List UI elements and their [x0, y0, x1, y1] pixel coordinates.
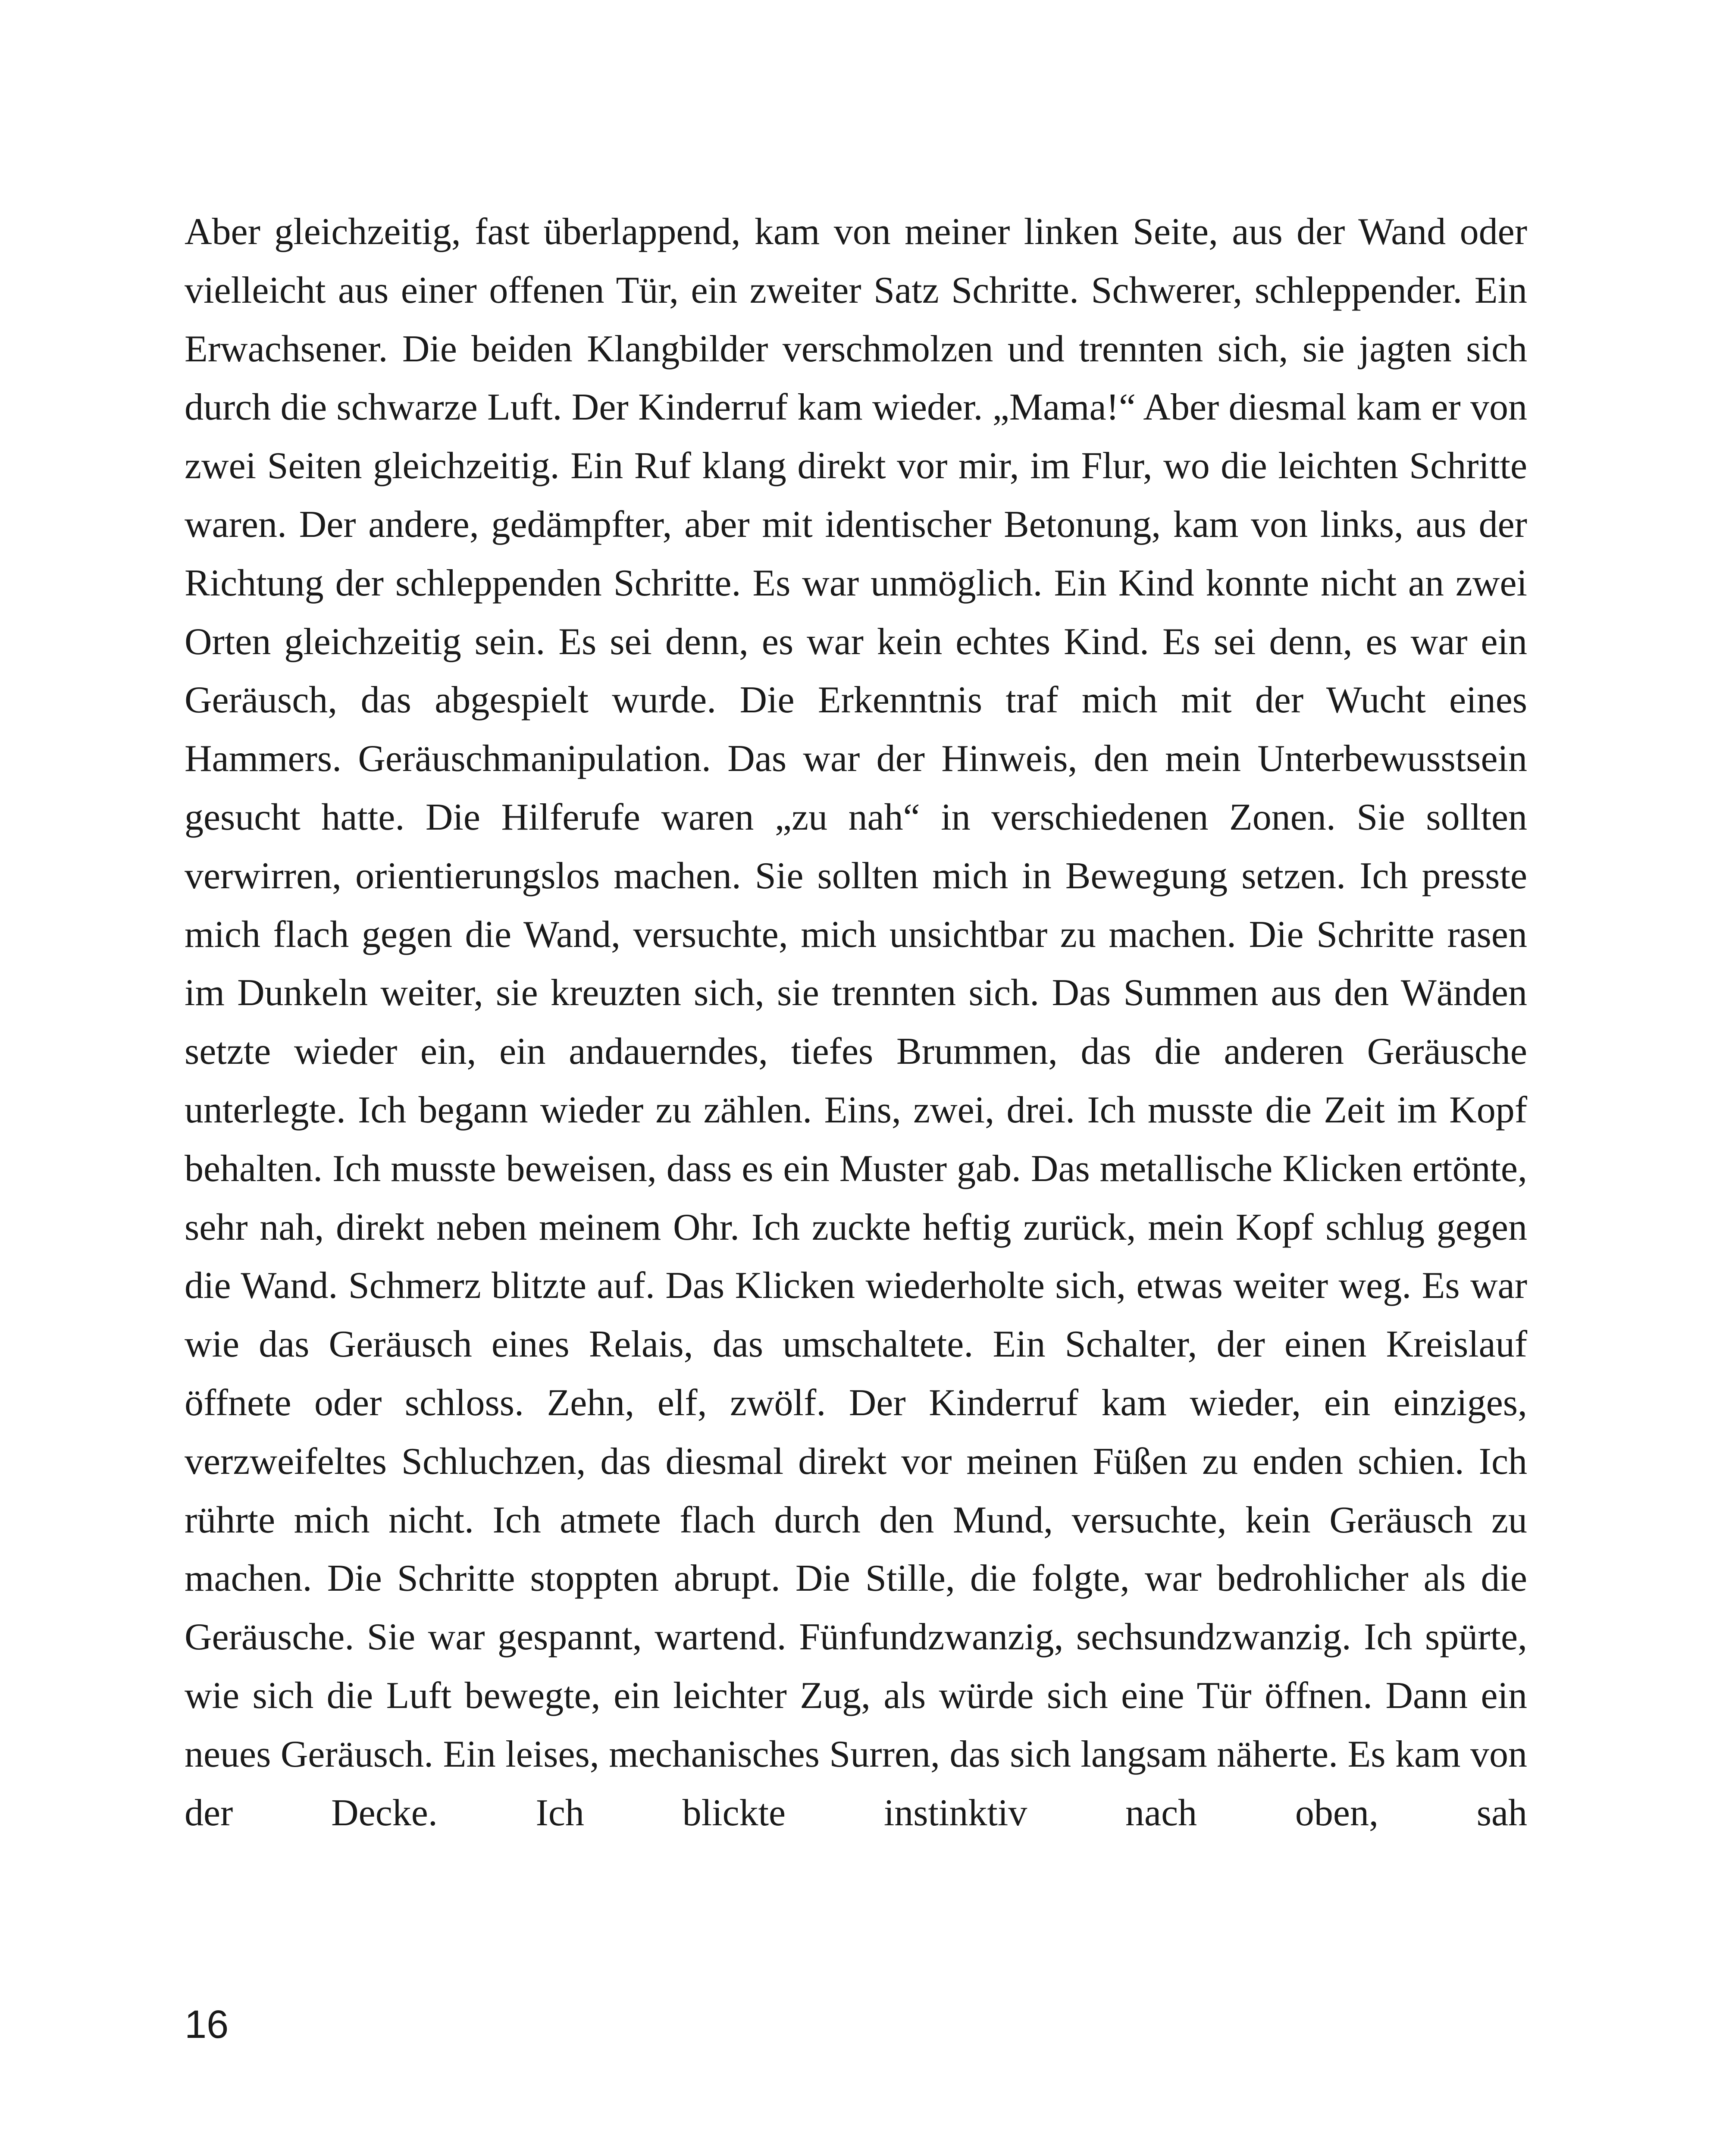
body-paragraph: Aber gleichzeitig, fast überlappend, kam von meiner linken Seite, aus der Wand oder vielleicht aus einer offenen Tür, ein zweiter Satz Schritte. Schwerer, schleppender. Ein Erwachsener. Die beiden Klangbilder verschmolzen und trennten sich, sie jagten sich durch die schwarze Luft. Der Kinderruf kam wieder. „Mama!“ Aber diesmal kam er von zwei Seiten gleichzeitig. Ein Ruf klang direkt vor mir, im Flur, wo die leichten Schritte waren. Der andere, gedämpfter, aber mit identischer Betonung, kam von links, aus der Richtung der schleppenden Schritte. Es war unmöglich. Ein Kind konnte nicht an zwei Orten gleichzeitig sein. Es sei denn, es war kein echtes Kind. Es sei denn, es war ein Geräusch, das abgespielt wurde. Die Erkenntnis traf mich mit der Wucht eines Hammers. Geräuschmanipulation. Das war der Hinweis, den mein Unterbewusstsein gesucht hatte. Die Hilferufe waren „zu nah“ in verschiedenen Zonen. Sie sollten verwirren, orientierungslos machen. Sie sollten mich in Bewegung setzen. Ich presste mich flach gegen die Wand, versuchte, mich unsichtbar zu machen. Die Schritte rasen im Dunkeln weiter, sie kreuzten sich, sie trennten sich. Das Summen aus den Wänden setzte wieder ein, ein andauerndes, tiefes Brummen, das die anderen Geräusche unterlegte. Ich begann wieder zu zählen. Eins, zwei, drei. Ich musste die Zeit im Kopf behalten. Ich musste beweisen, dass es ein Muster gab. Das metallische Klicken ertönte, sehr nah, direkt neben meinem Ohr. Ich zuckte heftig zurück, mein Kopf schlug gegen die Wand. Schmerz blitzte auf. Das Klicken wiederholte sich, etwas weiter weg. Es war wie das Geräusch eines Relais, das umschaltete. Ein Schalter, der einen Kreislauf öffnete oder schloss. Zehn, elf, zwölf. Der Kinderruf kam wieder, ein einziges, verzweifeltes Schluchzen, das diesmal direkt vor meinen Füßen zu enden schien. Ich rührte mich nicht. Ich atmete flach durch den Mund, versuchte, kein Geräusch zu machen. Die Schritte stoppten abrupt. Die Stille, die folgte, war bedrohlicher als die Geräusche. Sie war gespannt, wartend. Fünfundzwanzig, sechsundzwanzig. Ich spürte, wie sich die Luft bewegte, ein leichter Zug, als würde sich eine Tür öffnen. Dann ein neues Geräusch. Ein leises, mechanisches Surren, das sich langsam näherte. Es kam von der Decke. Ich blickte instinktiv nach oben, sah [185, 211, 1527, 1834]
page-number: 16 [185, 2002, 229, 2046]
